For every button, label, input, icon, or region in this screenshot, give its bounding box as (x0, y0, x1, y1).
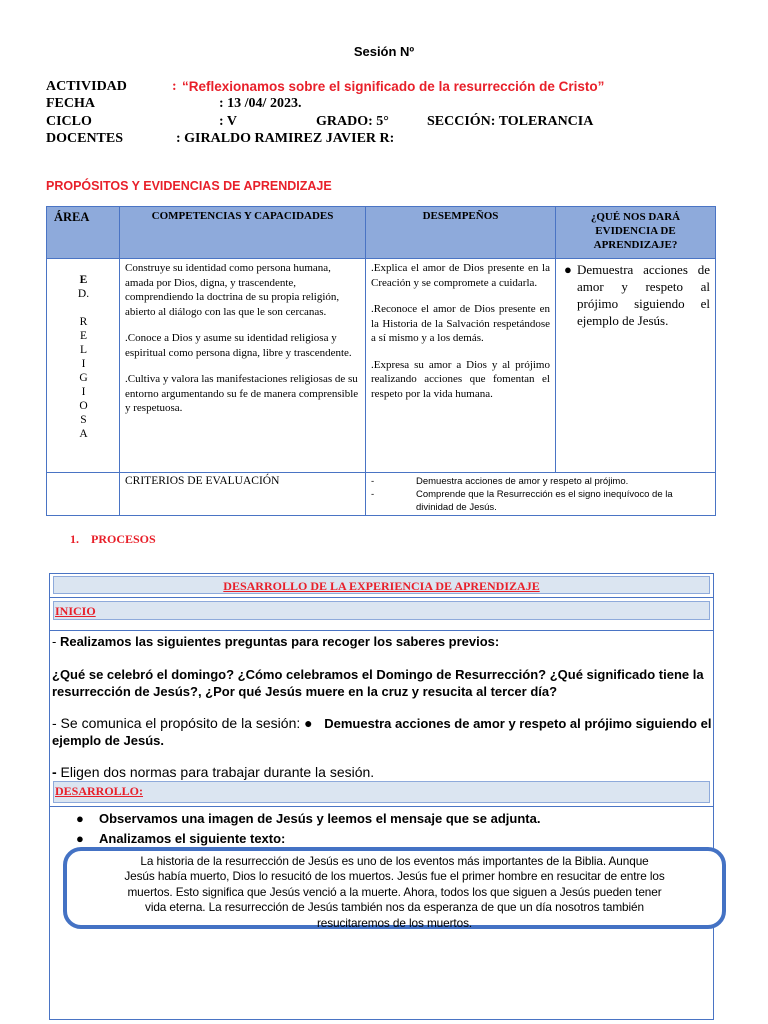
evidencia-cell (556, 259, 715, 473)
normas-text: Eligen dos normas para trabajar durante la sesión. (56, 764, 375, 780)
ciclo-label: CICLO (46, 114, 92, 129)
grado-value: GRADO: 5° (316, 114, 389, 129)
area-letter: A (79, 428, 88, 440)
box-text (67, 854, 722, 931)
propositos-table (46, 206, 716, 516)
desarrollo-table (49, 573, 714, 1020)
propositos-heading: PROPÓSITOS Y EVIDENCIAS DE APRENDIZAJE (46, 179, 332, 193)
criterio-item (371, 475, 711, 488)
bullet-item-2 (78, 830, 285, 847)
criterio-2: Comprende que la Resurrección es el signo inequívoco de la divinidad de Jesús. (416, 489, 673, 513)
criterios-empty-cell (47, 473, 120, 515)
bullet-icon: ● (76, 831, 84, 846)
bullet-icon: ● (76, 811, 84, 826)
criterio-1: Demuestra acciones de amor y respeto al prójimo. (416, 476, 629, 487)
col-competencias-header: COMPETENCIAS Y CAPACIDADES (120, 207, 366, 259)
criterio-item (371, 488, 711, 514)
proposito-prefix: - Se comunica el propósito de la sesión: ● (52, 715, 313, 731)
dash-marker: - (371, 489, 375, 500)
area-cell (47, 259, 120, 473)
row-divider (50, 630, 713, 631)
actividad-value: “Reflexionamos sobre el significado de la resurrección de Cristo” (182, 79, 605, 94)
bullet-text-1: Observamos una imagen de Jesús y leemos el mensaje que se adjunta. (99, 811, 541, 826)
dash-marker: - (371, 476, 375, 487)
row-divider (50, 806, 713, 807)
seccion-value: SECCIÓN: TOLERANCIA (427, 114, 594, 129)
paragraph-saberes (52, 633, 499, 650)
area-letter: S (80, 414, 87, 426)
area-letter: D. (77, 288, 90, 300)
dash-marker: - (52, 764, 57, 780)
evidencia-text: Demuestra acciones de amor y respeto al prójimo siguiendo el ejemplo de Jesús. (577, 262, 710, 328)
inicio-label: INICIO (55, 604, 96, 618)
area-letter (47, 301, 120, 315)
proposito-bold-2: ejemplo de Jesús. (52, 733, 164, 748)
area-letter: G (79, 372, 88, 384)
area-letter: O (79, 400, 88, 412)
table2-title-band (53, 576, 710, 594)
col-evidencia-header: ¿QUÉ NOS DARÁ EVIDENCIA DE APRENDIZAJE? (556, 207, 715, 259)
resurreccion-text-box (63, 847, 726, 929)
competencias-cell (120, 259, 366, 473)
col-area-header: ÁREA (47, 207, 120, 259)
bullet-icon: ● (564, 262, 572, 277)
box-line-1: La historia de la resurrección de Jesús es uno de los eventos más importantes de la Biblia. Aunque (140, 854, 649, 868)
area-letter: E (79, 274, 88, 286)
area-letter: I (81, 358, 86, 370)
bullet-item-1 (78, 810, 540, 827)
docentes-label: DOCENTES (46, 131, 124, 146)
box-line-4: vida eterna. La resurrección de Jesús también nos da esperanza de que un día nosotros también (145, 900, 644, 915)
competencia-2: .Conoce a Dios y asume su identidad religiosa y espiritual como persona digna, libre y trascendente. (125, 332, 352, 359)
desempeno-2: .Reconoce el amor de Dios presente en la Historia de la Salvación respetándose a sí mismo y a los demás. (371, 303, 550, 344)
actividad-colon: : (172, 79, 177, 94)
saberes-text: Realizamos las siguientes preguntas para recoger los saberes previos: (59, 634, 500, 649)
area-letter: I (81, 386, 86, 398)
box-line-2: Jesús había muerto, Dios lo resucitó de los muertos. Jesús fue el primer hombre en resucitar de entre los (124, 869, 665, 884)
desarrollo-label: DESARROLLO: (55, 784, 144, 798)
criterios-label: CRITERIOS DE EVALUACIÓN (120, 473, 366, 515)
docentes-value: : GIRALDO RAMIREZ JAVIER R: (176, 131, 395, 146)
fecha-label: FECHA (46, 96, 95, 111)
preguntas-line-1: ¿Qué se celebró el domingo? ¿Cómo celebramos el Domingo de Resurrección? ¿Qué significado tiene la (52, 667, 704, 682)
row-divider (50, 597, 713, 598)
area-letter: R (79, 316, 88, 328)
actividad-label: ACTIVIDAD (46, 79, 127, 94)
dash-marker: - (52, 634, 60, 649)
area-letter: E (79, 330, 88, 342)
desempenos-cell (366, 259, 556, 473)
area-letter: L (79, 344, 88, 356)
col-desempenos-header: DESEMPEÑOS (366, 207, 556, 259)
box-line-3: muertos. Esto significa que Jesús venció a la muerte. Ahora, todos los que siguen a Jesús pueden tener (127, 884, 662, 899)
procesos-heading: 1. PROCESOS (70, 532, 156, 546)
proposito-bold-1: Demuestra acciones de amor y respeto al prójimo siguiendo el (324, 716, 712, 731)
competencia-3: .Cultiva y valora las manifestaciones religiosas de su entorno argumentando su fe de manera comprensible y respetuosa. (125, 373, 359, 414)
desarrollo-band (53, 781, 710, 803)
normas-line (52, 764, 374, 781)
table2-title: DESARROLLO DE LA EXPERIENCIA DE APRENDIZAJE (223, 579, 540, 593)
criterios-cell (366, 473, 715, 515)
box-line-5: resucitaremos de los muertos. (316, 915, 473, 930)
session-title: Sesión Nº (353, 44, 415, 59)
proposito-line-1 (52, 715, 711, 732)
competencia-1: Construye su identidad como persona humana, amada por Dios, digna, y trascendente, comprendiendo la doctrina de su propia religión, abierto al diálogo con las que le son cercanas. (125, 262, 340, 318)
ciclo-value: : V (219, 114, 238, 129)
bullet-text-2: Analizamos el siguiente texto: (99, 831, 286, 846)
inicio-band (53, 601, 710, 620)
area-vertical-text (47, 273, 120, 441)
desempeno-3: .Expresa su amor a Dios y al prójimo realizando acciones que fomentan el respeto por la vida humana. (371, 358, 550, 400)
preguntas-line-2: resurrección de Jesús?, ¿Por qué Jesús muere en la cruz y resucita al tercer día? (52, 684, 558, 699)
fecha-value: : 13 /04/ 2023. (219, 96, 302, 111)
desempeno-1: .Explica el amor de Dios presente en la Creación y se compromete a cuidarla. (371, 262, 550, 289)
